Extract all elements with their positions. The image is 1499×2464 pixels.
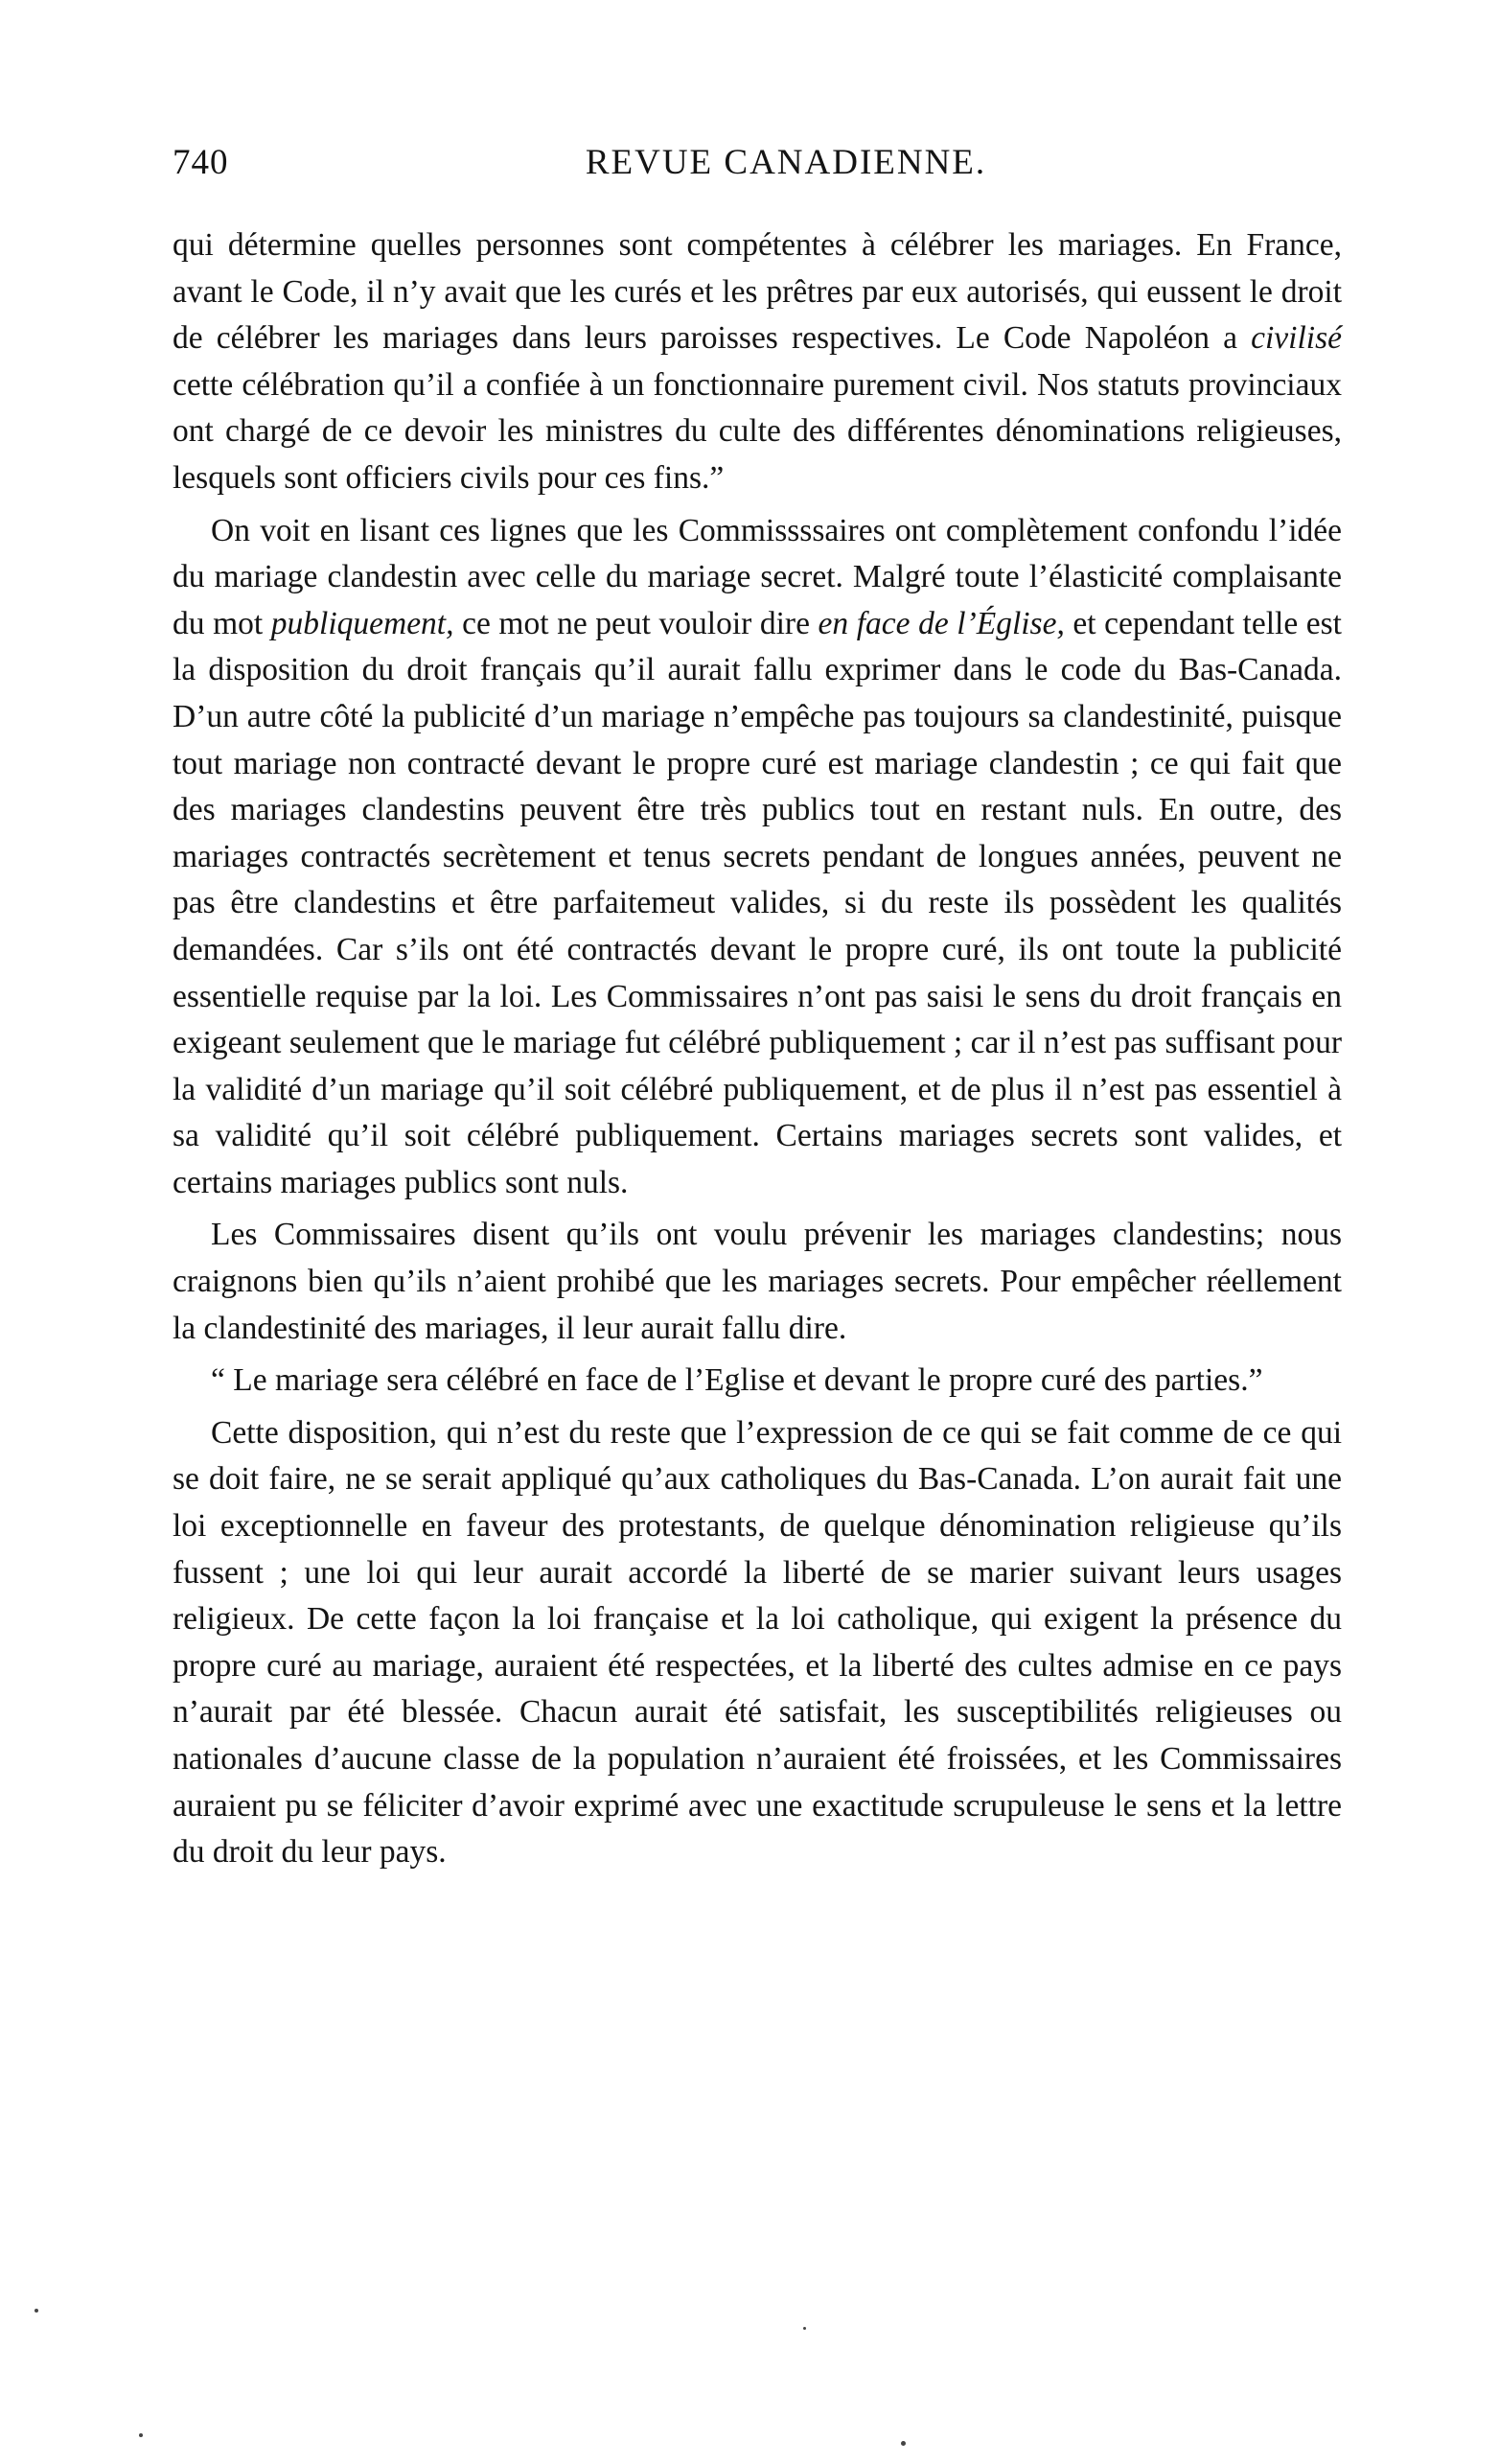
page-number: 740: [173, 143, 229, 182]
scan-speck: [139, 2433, 143, 2437]
emphasis-publiquement: publiquement,: [270, 605, 454, 641]
text-run: qui détermine quelles personnes sont compétentes à célébrer les mariages. En France, avant le Code, il n’y avait que les curés et les prêtres par eux autorisés, qui eussent le droit de célébrer les mariages dans leurs paroisses respectives. Le Code Napoléon a: [173, 227, 1342, 357]
text-run: cette célébration qu’il a confiée à un fonctionnaire purement civil. Nos statuts provinciaux ont chargé de ce devoir les ministres du culte des différentes dénominations religieuses, lesquels sont officiers civils pour ces fins.”: [173, 366, 1342, 496]
text-run: Cette disposition, qui n’est du reste que l’expression de ce qui se fait comme de ce qui se doit faire, ne se serait appliqué qu’aux catholiques du Bas-Canada. L’on aurait fait une loi exceptionnelle en faveur des protestants, de quelque dénomination religieuse qu’ils fussent ; une loi qui leur aurait accordé la liberté de se marier suivant leurs usages religieux. De cette façon la loi française et la loi catholique, qui exigent la présence du propre curé au mariage, auraient été respectées, et la liberté des cultes admise en ce pays n’aurait par été blessée. Chacun aurait été satisfait, les susceptibilités religieuses ou nationales d’aucune classe de la population n’auraient été froissées, et les Commissaires auraient pu se féliciter d’avoir exprimé avec une exactitude scrupuleuse le sens et la lettre du droit du leur pays.: [173, 1414, 1342, 1871]
paragraph-5: [173, 1410, 1342, 1876]
text-run: ce mot ne peut vouloir dire: [453, 605, 819, 641]
paragraph-2: [173, 508, 1342, 1207]
scan-speck: [35, 2309, 38, 2313]
text-run: On voit en lisant ces lignes que les Commissssaires ont complètement confondu l’idée du mariage clandestin avec celle du mariage secret. Malgré toute l’élasticité complaisante du mot: [173, 512, 1342, 641]
text-run: Les Commissaires disent qu’ils ont voulu prévenir les mariages clandestins; nous craignons bien qu’ils n’aient prohibé que les mariages secrets. Pour empêcher réellement la clandestinité des mariages, il leur aurait fallu dire.: [173, 1217, 1342, 1346]
emphasis-en-face-de-leglise: en face de l’Église,: [818, 605, 1065, 641]
running-head: REVUE CANADIENNE.: [585, 143, 987, 182]
paragraph-4-quotation: [173, 1358, 1342, 1405]
text-run: et cependant telle est la disposition du droit français qu’il aurait fallu exprimer dans le code du Bas-Canada. D’un autre côté la publicité d’un mariage n’empêche pas toujours sa clandestinité, puisque tout mariage non contracté devant le propre curé est mariage clandestin ; ce qui fait que des mariages clandestins peuvent être très publics tout en restant nuls. En outre, des mariages contractés secrètement et tenus secrets pendant de longues années, peuvent ne pas être clandestins et être parfaitemeut valides, si du reste ils possèdent les qualités demandées. Car s’ils ont été contractés devant le propre curé, ils ont toute la publicité essentielle requise par la loi. Les Commissaires n’ont pas saisi le sens du droit français en exigeant seulement que le mariage fut célébré publiquement ; car il n’est pas suffisant pour la validité d’un mariage qu’il soit célébré publiquement, et de plus il n’est pas essentiel à sa validité qu’il soit célébré publiquement. Certains mariages secrets sont valides, et certains mariages publics sont nuls.: [173, 605, 1342, 1200]
scan-speck: [901, 2441, 906, 2446]
text-run: “ Le mariage sera célébré en face de l’Eglise et devant le propre curé des parties.”: [211, 1362, 1263, 1399]
page-header: [173, 142, 1342, 190]
scan-speck: [803, 2327, 806, 2330]
paragraph-3: [173, 1212, 1342, 1352]
paragraph-1: [173, 222, 1342, 502]
emphasis-civilise: civilisé: [1251, 320, 1342, 357]
body-text: [173, 222, 1342, 1882]
